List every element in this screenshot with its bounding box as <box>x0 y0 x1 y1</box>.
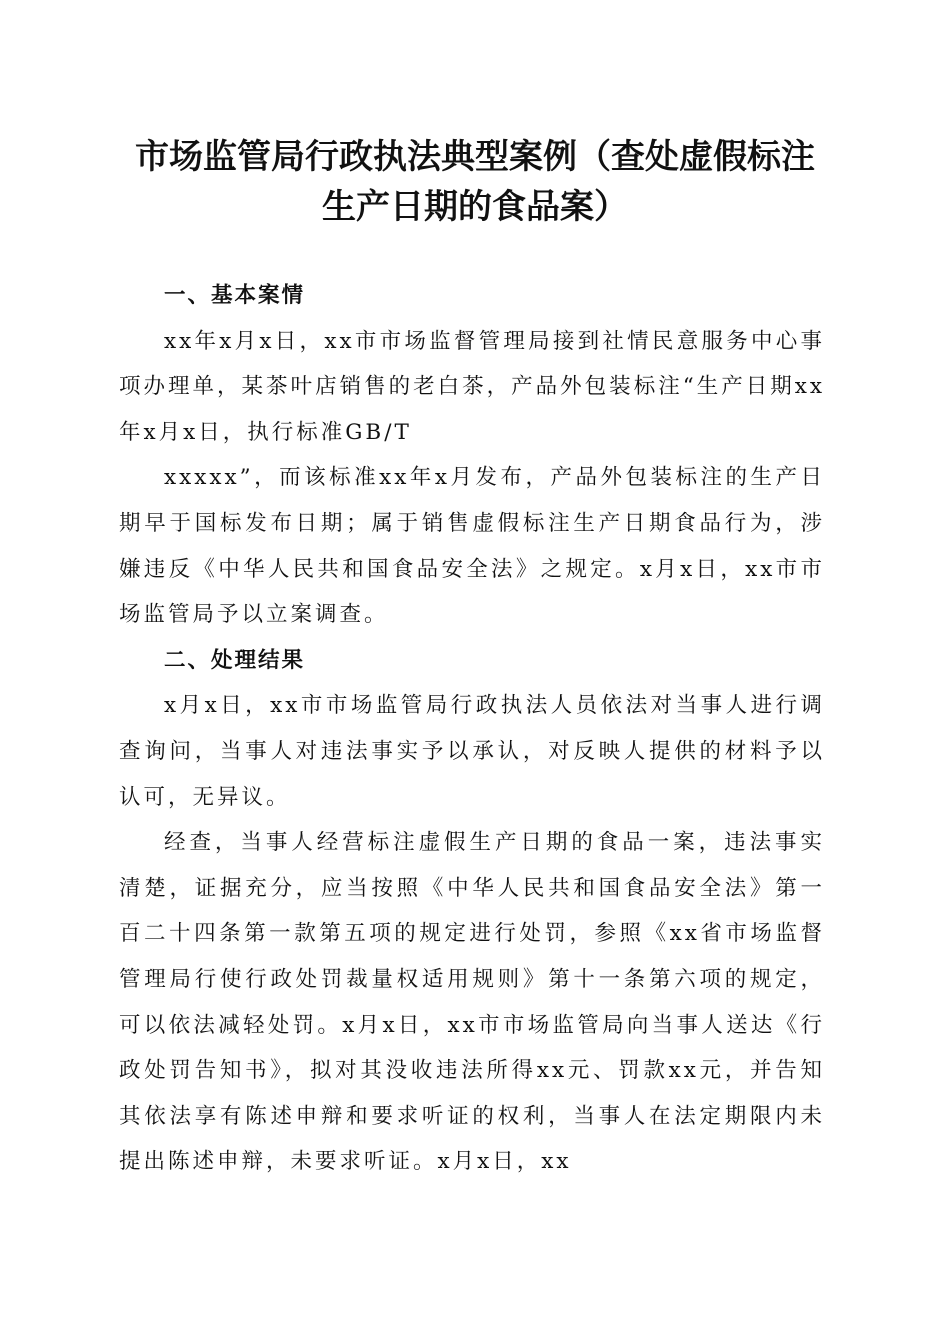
document-title <box>110 132 840 232</box>
section-heading-result: 二、处理结果 <box>164 647 306 673</box>
paragraph: x月x日，xx市市场监管局行政执法人员依法对当事人进行调查询问，当事人对违法事实予以承认，对反映人提供的材料予以认可，无异议。 <box>119 693 825 810</box>
document-body <box>119 273 825 1185</box>
section-heading-basic-facts: 一、基本案情 <box>164 283 306 308</box>
paragraph: 经查，当事人经营标注虚假生产日期的食品一案，违法事实清楚，证据充分，应当按照《中华人民共和国食品安全法》第一百二十四条第一款第五项的规定进行处罚，参照《xx省市场监督管理局行使行政处罚裁量权适用规则》第十一条第六项的规定，可以依法减轻处罚。x月x日，xx市市场监管局向当事人送达《行政处罚告知书》，拟对其没收违法所得xx元、罚款xx元，并告知其依法享有陈述申辩和要求听证的权利，当事人在法定期限内未提出陈述申辩，未要求听证。x月x日，xx <box>119 830 825 1175</box>
document-title-line-2: 生产日期的食品案） <box>322 187 628 227</box>
paragraph: xx年x月x日，xx市市场监督管理局接到社情民意服务中心事项办理单，某茶叶店销售的老白茶，产品外包装标注“生产日期xx年x月x日，执行标准GB/T <box>119 328 825 445</box>
paragraph: xxxxx”，而该标准xx年x月发布，产品外包装标注的生产日期早于国标发布日期；属于销售虚假标注生产日期食品行为，涉嫌违反《中华人民共和国食品安全法》之规定。x月x日，xx市市场监管局予以立案调查。 <box>119 465 825 628</box>
document-title-line-1: 市场监管局行政执法典型案例（查处虚假标注 <box>135 137 815 177</box>
